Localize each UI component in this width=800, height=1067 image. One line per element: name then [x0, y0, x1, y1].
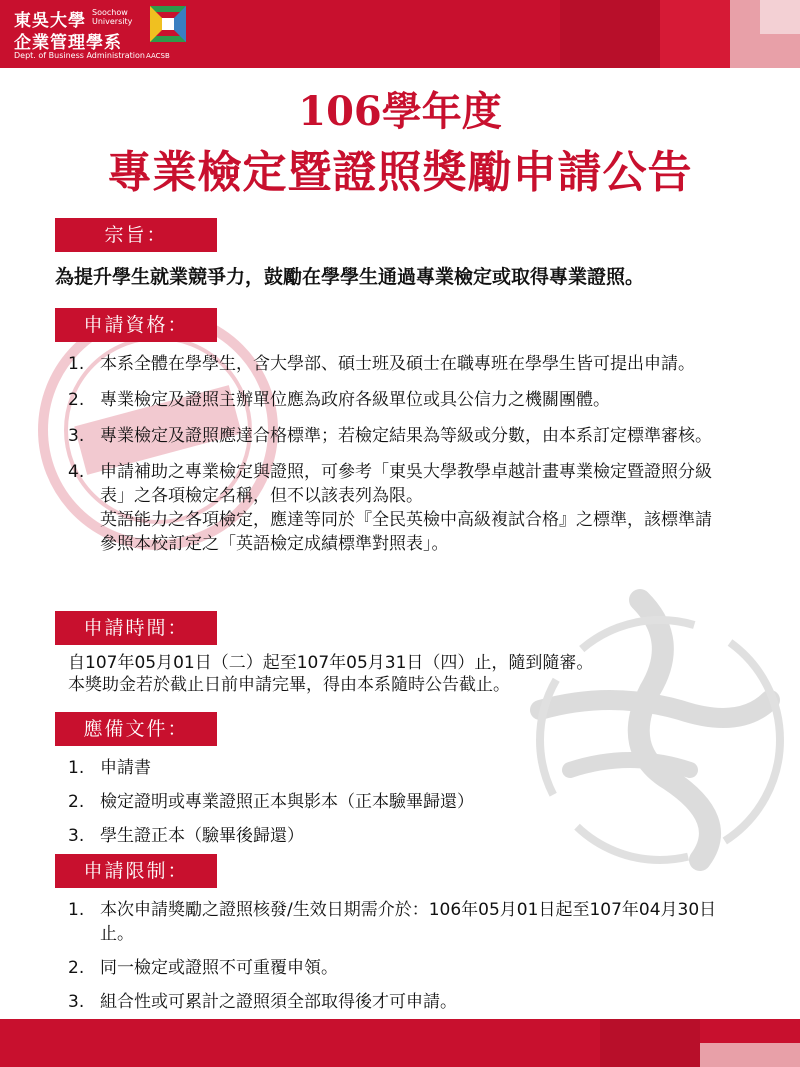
footer-block	[600, 1019, 700, 1067]
list-item: 3. 專業檢定及證照應達合格標準；若檢定結果為等級或分數，由本系訂定標準審核。	[68, 426, 712, 446]
school-name-zh: 東吳大學	[14, 11, 86, 31]
department-logo	[8, 4, 198, 64]
list-item: 1. 本系全體在學學生，含大學部、碩士班及碩士在職專班在學學生皆可提出申請。	[68, 354, 695, 374]
page-title-year: 106學年度	[298, 88, 502, 135]
eligibility-list	[68, 352, 728, 556]
aacsb-label: AACSB	[146, 52, 170, 60]
section-label-limits: 申請限制：	[55, 854, 217, 888]
dept-name-zh: 企業管理學系	[14, 33, 122, 53]
page-title: 專業檢定暨證照獎勵申請公告	[107, 147, 693, 198]
school-name-en: Soochow University	[92, 8, 133, 26]
dept-name-en: Dept. of Business Administration	[14, 51, 145, 60]
header-block	[660, 0, 730, 68]
list-item: 1. 申請書	[68, 758, 151, 778]
documents-list	[68, 756, 728, 848]
footer-block	[700, 1043, 800, 1067]
header-block	[560, 0, 660, 68]
list-item: 3. 組合性或可累計之證照須全部取得後才可申請。	[68, 992, 457, 1012]
list-item: 2. 專業檢定及證照主辦單位應為政府各級單位或具公信力之機關團體。	[68, 390, 610, 410]
list-item: 1. 本次申請獎勵之證照核發/生效日期需介於：106年05月01日起至107年04月30日止。	[68, 900, 717, 944]
section-label-documents: 應備文件：	[55, 712, 217, 746]
footer-band	[0, 1019, 800, 1067]
list-item: 2. 檢定證明或專業證照正本與影本（正本驗畢歸還）	[68, 792, 474, 812]
purpose-text: 為提升學生就業競爭力，鼓勵在學學生通過專業檢定或取得專業證照。	[55, 266, 645, 288]
list-item: 4. 申請補助之專業檢定與證照，可參考「東吳大學教學卓越計畫專業檢定暨證照分級表」之各項檢定名稱，但不以該表列為限。 英語能力之各項檢定，應達等同於『全民英檢中高級複試合格』之標準，該標準請參照本校訂定之「英語檢定成績標準對照表」。	[68, 462, 712, 554]
time-line-1: 自107年05月01日（二）起至107年05月31日（四）止，隨到隨審。	[68, 653, 594, 673]
list-item: 2. 同一檢定或證照不可重覆申領。	[68, 958, 338, 978]
list-item: 3. 學生證正本（驗畢後歸還）	[68, 826, 304, 846]
time-line-2: 本獎助金若於截止日前申請完畢，得由本系隨時公告截止。	[68, 675, 510, 695]
aacsb-badge-icon	[148, 4, 188, 54]
section-label-eligibility: 申請資格：	[55, 308, 217, 342]
section-label-time: 申請時間：	[55, 611, 217, 645]
header-block	[760, 0, 800, 34]
limits-list	[68, 898, 728, 1014]
header-band	[0, 0, 800, 68]
section-label-purpose: 宗旨：	[55, 218, 217, 252]
